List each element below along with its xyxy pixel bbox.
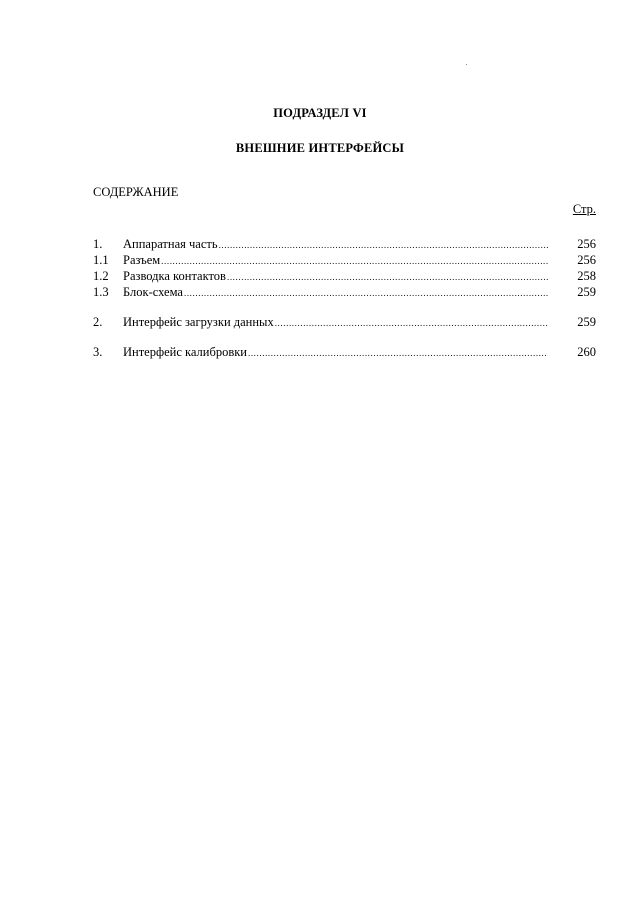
toc-entry-number: 1.3 [93, 285, 109, 299]
toc-entry-title: Интерфейс калибровки [123, 345, 247, 359]
section-title: ВНЕШНИЕ ИНТЕРФЕЙСЫ [235, 141, 405, 155]
dot-leader [275, 315, 548, 331]
toc-entry-number: 2. [93, 315, 103, 329]
toc-entry-page: 259 [577, 285, 596, 299]
table-of-contents [93, 236, 596, 360]
toc-entry-title: Интерфейс загрузки данных [123, 315, 274, 329]
toc-entry-title: Блок-схема [123, 285, 183, 299]
dot-leader [227, 269, 548, 285]
toc-entry-number: 1.1 [93, 253, 109, 267]
toc-entry-title: Разводка контактов [123, 269, 226, 283]
toc-entry-page: 260 [577, 345, 596, 359]
dot-leader [219, 237, 548, 253]
toc-label: СОДЕРЖАНИЕ [93, 185, 179, 199]
toc-entry-title: Разъем [123, 253, 161, 267]
toc-entry-page: 258 [577, 269, 596, 283]
dot-leader [161, 253, 548, 269]
page-column-header: Стр. [572, 202, 596, 216]
toc-entry-page: 256 [577, 237, 596, 251]
scan-speck [466, 64, 467, 65]
dot-leader [184, 285, 548, 301]
subsection-heading: ПОДРАЗДЕЛ VI [273, 106, 367, 120]
toc-entry[interactable] [93, 344, 596, 360]
toc-entry-page: 256 [577, 253, 596, 267]
dot-leader [248, 345, 548, 361]
toc-entry-number: 3. [93, 345, 103, 359]
toc-entry-page: 259 [577, 315, 596, 329]
toc-entry[interactable] [93, 236, 596, 252]
toc-entry[interactable] [93, 314, 596, 330]
toc-entry-number: 1. [93, 237, 103, 251]
toc-entry-number: 1.2 [93, 269, 109, 283]
toc-entry[interactable] [93, 268, 596, 284]
toc-entry[interactable] [93, 252, 596, 268]
toc-entry-title: Аппаратная часть [123, 237, 218, 251]
toc-entry[interactable] [93, 284, 596, 300]
